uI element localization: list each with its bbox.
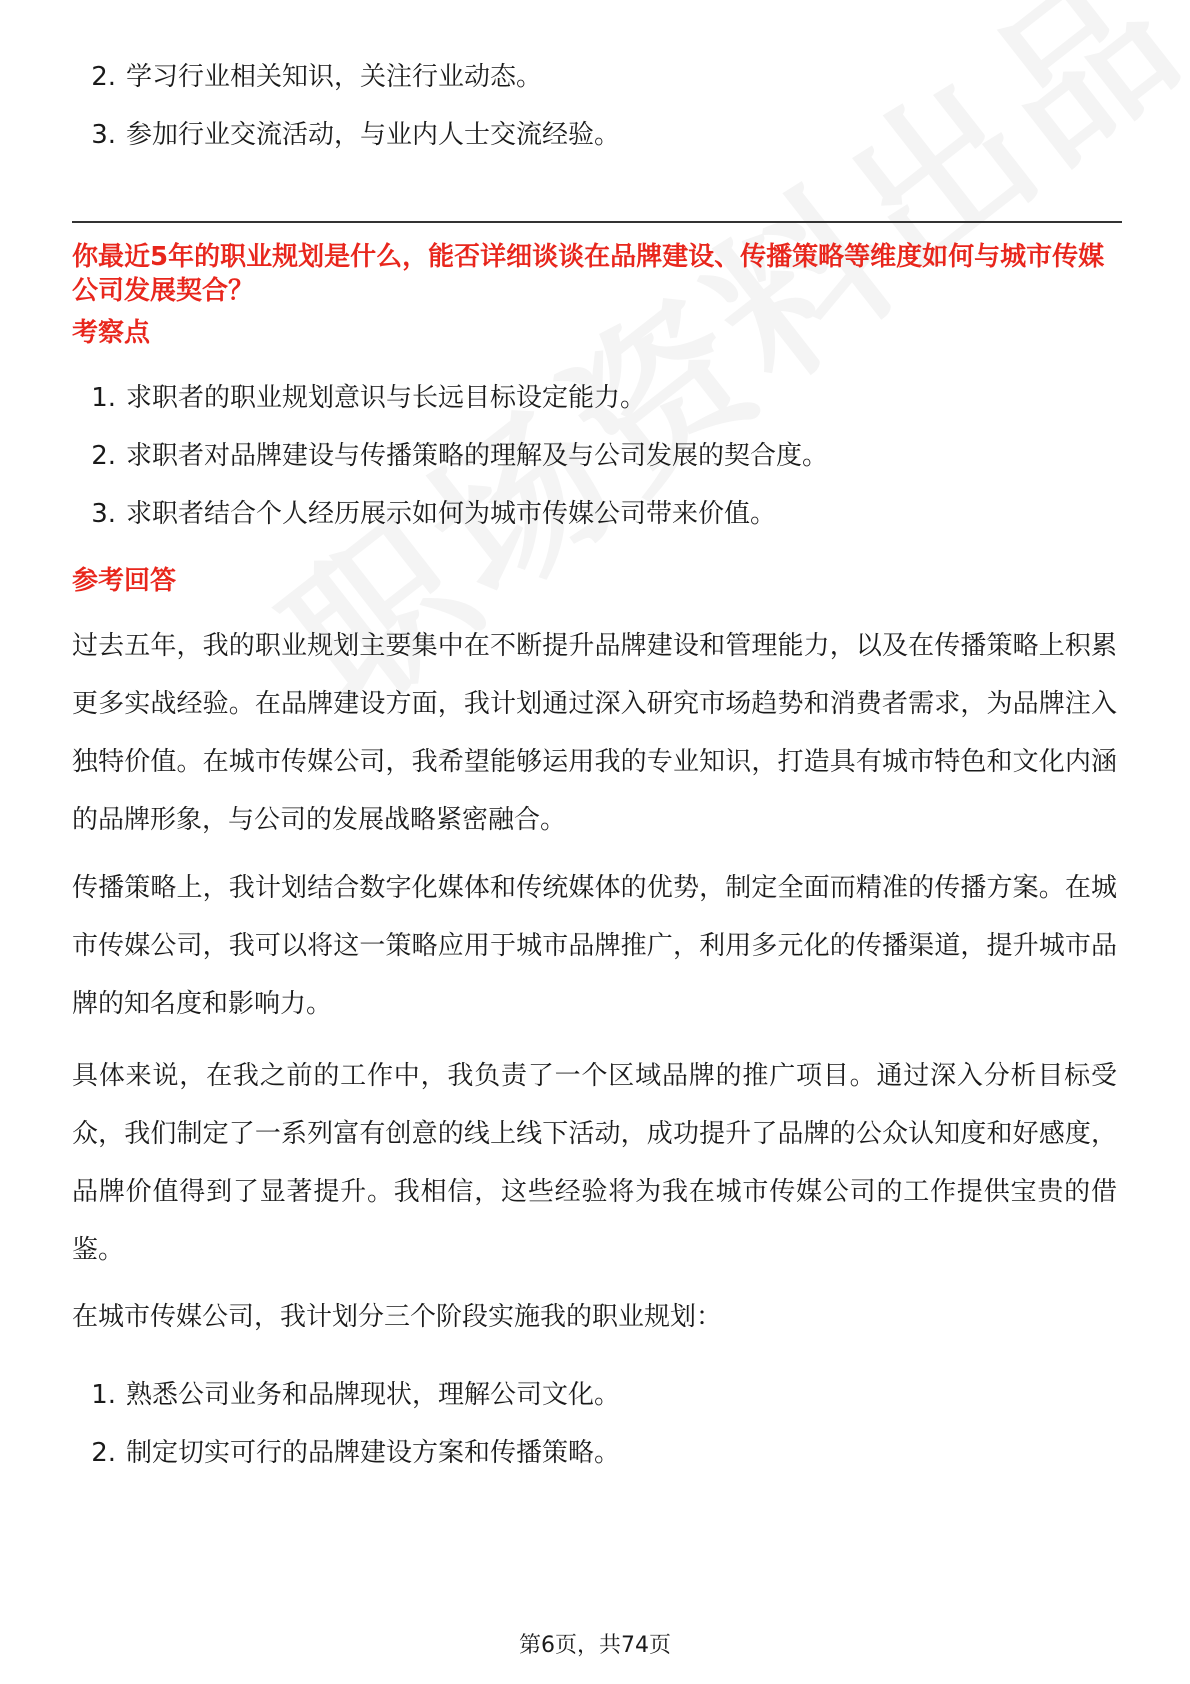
list-number: 1. xyxy=(91,1380,116,1410)
list-number: 2. xyxy=(91,1438,116,1468)
top-list xyxy=(72,48,1122,164)
list-number: 2. xyxy=(91,62,116,92)
answer-paragraph: 传播策略上，我计划结合数字化媒体和传统媒体的优势，制定全面而精准的传播方案。在城市传媒公司，我可以将这一策略应用于城市品牌推广，利用多元化的传播渠道，提升城市品牌的知名度和影响力。 xyxy=(72,873,1117,1019)
answer-paragraph: 具体来说，在我之前的工作中，我负责了一个区域品牌的推广项目。通过深入分析目标受众，我们制定了一系列富有创意的线上线下活动，成功提升了品牌的公众认知度和好感度，品牌价值得到了显著提升。我相信，这些经验将为我在城市传媒公司的工作提供宝贵的借鉴。 xyxy=(72,1061,1117,1265)
answer-label: 参考回答 xyxy=(72,566,177,596)
page-number: 第6页，共74页 xyxy=(519,1633,671,1658)
list-number: 1. xyxy=(91,383,116,413)
answer-paragraph: 过去五年，我的职业规划主要集中在不断提升品牌建设和管理能力，以及在传播策略上积累更多实战经验。在品牌建设方面，我计划通过深入研究市场趋势和消费者需求，为品牌注入独特价值。在城市传媒公司，我希望能够运用我的专业知识，打造具有城市特色和文化内涵的品牌形象，与公司的发展战略紧密融合。 xyxy=(72,631,1117,835)
list-number: 3. xyxy=(91,120,116,150)
list-number: 3. xyxy=(91,499,116,529)
list-text: 求职者结合个人经历展示如何为城市传媒公司带来价值。 xyxy=(126,499,777,529)
list-item xyxy=(72,1424,1122,1482)
list-item xyxy=(72,485,1122,543)
list-item xyxy=(72,48,1122,106)
list-item xyxy=(72,427,1122,485)
list-item xyxy=(72,369,1122,427)
list-text: 学习行业相关知识，关注行业动态。 xyxy=(126,62,543,92)
list-text: 求职者对品牌建设与传播策略的理解及与公司发展的契合度。 xyxy=(126,441,829,471)
list-text: 求职者的职业规划意识与长远目标设定能力。 xyxy=(126,383,647,413)
plan-list xyxy=(72,1366,1122,1482)
list-item xyxy=(72,106,1122,164)
list-text: 制定切实可行的品牌建设方案和传播策略。 xyxy=(126,1438,621,1468)
answer-paragraph: 在城市传媒公司，我计划分三个阶段实施我的职业规划： xyxy=(72,1302,723,1332)
section-divider xyxy=(72,221,1122,223)
exam-points-list xyxy=(72,369,1122,543)
list-text: 参加行业交流活动，与业内人士交流经验。 xyxy=(126,120,621,150)
list-text: 熟悉公司业务和品牌现状，理解公司文化。 xyxy=(126,1380,621,1410)
list-item xyxy=(72,1366,1122,1424)
list-number: 2. xyxy=(91,441,116,471)
exam-points-label: 考察点 xyxy=(72,318,151,348)
question-heading: 你最近5年的职业规划是什么，能否详细谈谈在品牌建设、传播策略等维度如何与城市传媒公司发展契合？ xyxy=(72,242,1105,306)
